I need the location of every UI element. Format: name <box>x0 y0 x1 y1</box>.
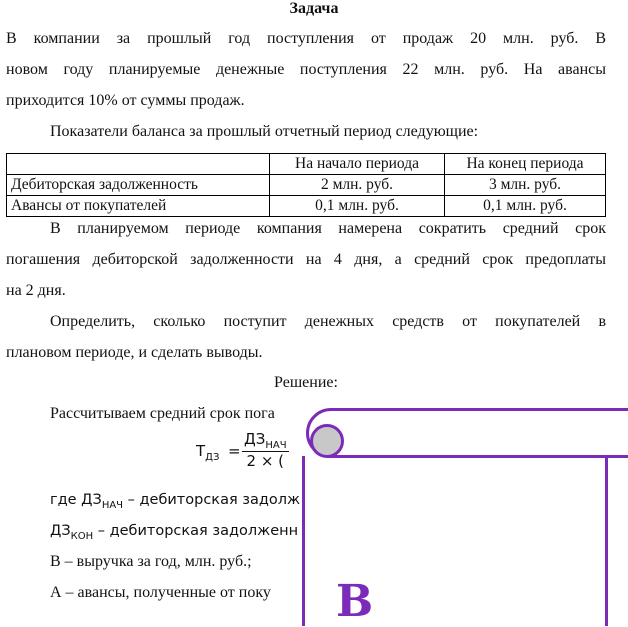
scroll-top-roll <box>306 408 628 458</box>
table-row <box>7 175 606 196</box>
plan-line-3: на 2 дня. <box>6 282 66 299</box>
definition-1: где $ДЗ_{НАЧ}$ – дебиторская задолж <box>50 492 301 511</box>
scroll-letter: В <box>336 576 374 627</box>
scroll-curl-icon <box>310 424 344 458</box>
table-cell: 2 млн. руб. <box>270 175 445 196</box>
formula-equals: = <box>228 442 241 460</box>
balance-intro: Показатели баланса за прошлый отчетный период следующие: <box>50 123 479 140</box>
solution-heading: Решение: <box>274 374 338 391</box>
table-row <box>7 196 606 217</box>
table-header-cell: На начало периода <box>270 154 445 175</box>
formula-fraction <box>242 430 289 470</box>
formula-denominator: 2 × ( <box>246 452 285 470</box>
table-cell: 3 млн. руб. <box>445 175 606 196</box>
formula-lhs: $Т_{ДЗ}$ <box>196 442 220 463</box>
table-cell: Дебиторская задолженность <box>7 175 270 196</box>
intro-line-3: приходится 10% от суммы продаж. <box>6 92 245 109</box>
task-line-1: Определить, сколько поступит денежных средств от покупателей в <box>50 313 606 330</box>
page-title: Задача <box>289 0 339 17</box>
table-header-cell: На конец периода <box>445 154 606 175</box>
solution-line: Рассчитываем средний срок пога <box>50 405 275 422</box>
plan-line-1: В планируемом периоде компания намерена сократить средний срок <box>50 220 606 237</box>
task-line-2: плановом периоде, и сделать выводы. <box>6 344 263 361</box>
table-cell: Авансы от покупателей <box>7 196 270 217</box>
balance-table <box>6 153 606 217</box>
definition-4: А – авансы, полученные от поку <box>50 584 271 601</box>
table-cell: 0,1 млн. руб. <box>445 196 606 217</box>
formula-numerator: $ДЗ_{НАЧ}$ <box>244 430 287 451</box>
table-header-cell <box>7 154 270 175</box>
intro-line-1: В компании за прошлый год поступления от продаж 20 млн. руб. В <box>6 30 606 47</box>
definition-2: $ДЗ_{КОН}$ – дебиторская задолженн <box>50 523 299 542</box>
definition-3: В – выручка за год, млн. руб.; <box>50 553 252 570</box>
table-cell: 0,1 млн. руб. <box>270 196 445 217</box>
plan-line-2: погашения дебиторской задолженности на 4 дня, а средний срок предоплаты <box>6 251 606 268</box>
intro-line-2: новом году планируемые денежные поступления 22 млн. руб. На авансы <box>6 61 606 78</box>
scroll-banner-overlay <box>296 408 628 627</box>
table-header-row <box>7 154 606 175</box>
